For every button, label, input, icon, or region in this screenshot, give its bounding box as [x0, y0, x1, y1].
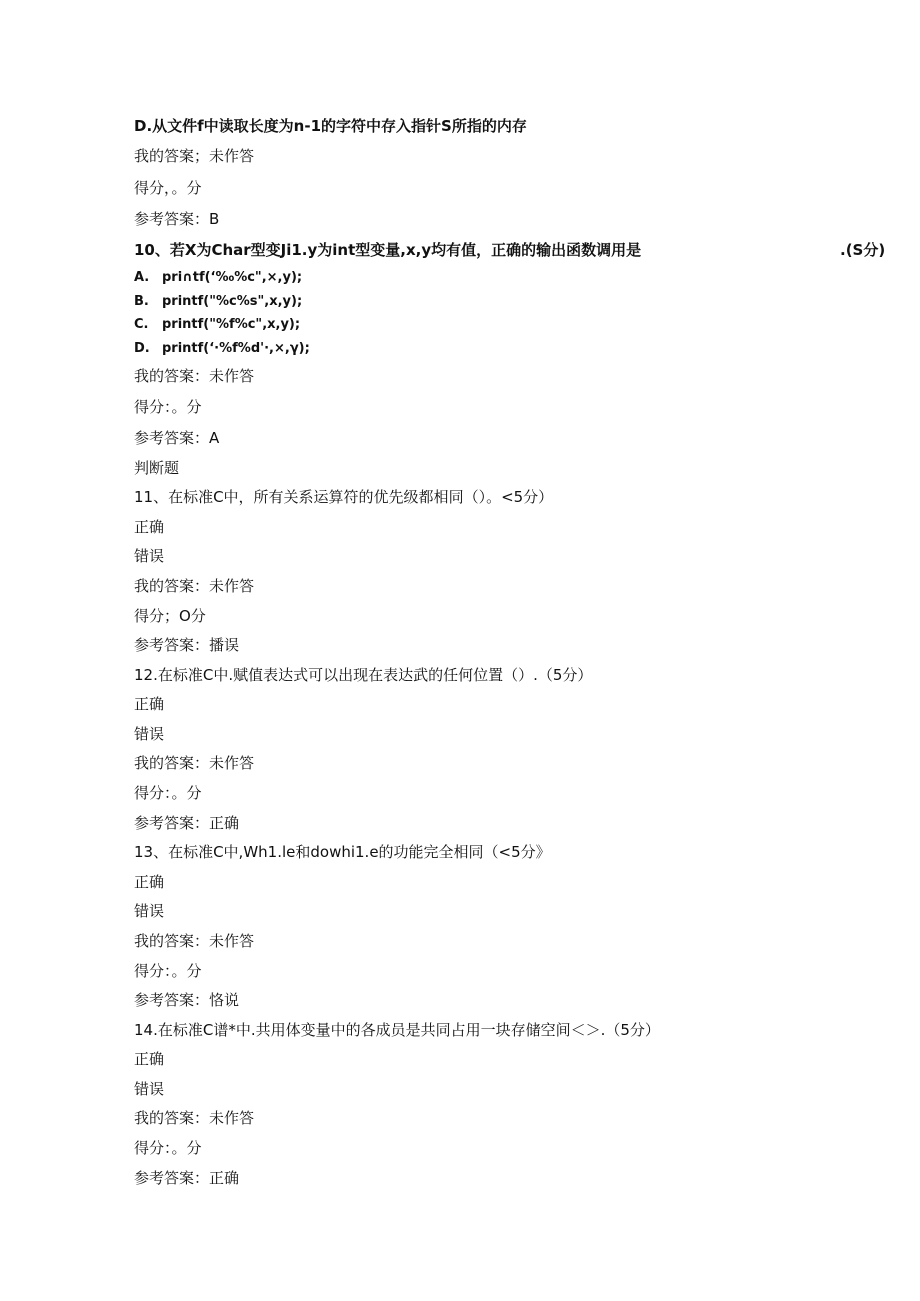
- option-true: 正确: [134, 1050, 165, 1068]
- option-true: 正确: [134, 695, 165, 713]
- score: 得分：。分: [134, 1139, 202, 1157]
- my-answer: 我的答案：未作答: [134, 577, 255, 595]
- option-d-key: D.: [134, 341, 150, 356]
- option-d-line: D.从文件f中读取长度为n-1的字符中存入指针S所指的内存: [134, 117, 527, 135]
- score: 得分：。分: [134, 398, 202, 416]
- question-10: [134, 240, 886, 260]
- reference-answer: 参考答案：播误: [134, 636, 240, 654]
- score: 得分，。分: [134, 179, 202, 197]
- option-a-text: pri∩tf(‘‰%c",×,y);: [162, 270, 303, 285]
- question-10-score: .(S分): [840, 241, 886, 259]
- option-a-key: A.: [134, 270, 150, 285]
- question-13: 13、在标准C中,Wh1.le和dowhi1.e的功能完全相同（<5分》: [134, 843, 551, 861]
- score: 得分：。分: [134, 962, 202, 980]
- reference-answer: 参考答案：正确: [134, 814, 240, 832]
- my-answer: 我的答案：未作答: [134, 932, 255, 950]
- reference-answer: 参考答案：正确: [134, 1169, 240, 1187]
- option-true: 正确: [134, 873, 165, 891]
- question-12: 12.在标准C中.赋值表达式可以出现在表达武的任何位置（）.（5分）: [134, 666, 593, 684]
- option-false: 错误: [134, 725, 165, 743]
- reference-answer: 参考答案：恪说: [134, 991, 240, 1009]
- option-false: 错误: [134, 1080, 165, 1098]
- reference-answer: 参考答案：A: [134, 429, 220, 447]
- my-answer: 我的答案：未作答: [134, 367, 255, 385]
- question-10-text: 10、若X为Char型变Ji1.y为int型变量,x,y均有值，正确的输出函数调用是: [134, 241, 642, 259]
- option-d-text: printf(‘·%f%d'·,×,γ);: [162, 341, 310, 356]
- option-a: [134, 268, 302, 288]
- option-false: 错误: [134, 547, 165, 565]
- question-14: 14.在标准C谱*中.共用体变量中的各成员是共同占用一块存储空间＜＞.（5分）: [134, 1021, 660, 1039]
- my-answer: 我的答案；未作答: [134, 147, 255, 165]
- question-11: 11、在标准C中，所有关系运算符的优先级都相同（）。<5分）: [134, 488, 554, 506]
- section-heading: 判断题: [134, 459, 180, 477]
- my-answer: 我的答案：未作答: [134, 1109, 255, 1127]
- option-b: [134, 292, 302, 312]
- reference-answer: 参考答案：B: [134, 210, 220, 228]
- option-c-text: printf("%f%c",x,y);: [162, 317, 301, 332]
- option-false: 错误: [134, 902, 165, 920]
- option-b-text: printf("%c%s",x,y);: [162, 294, 303, 309]
- option-c: [134, 315, 300, 335]
- my-answer: 我的答案：未作答: [134, 754, 255, 772]
- score: 得分；O分: [134, 607, 206, 625]
- option-d: [134, 339, 310, 359]
- score: 得分：。分: [134, 784, 202, 802]
- option-true: 正确: [134, 518, 165, 536]
- option-b-key: B.: [134, 294, 149, 309]
- option-c-key: C.: [134, 317, 149, 332]
